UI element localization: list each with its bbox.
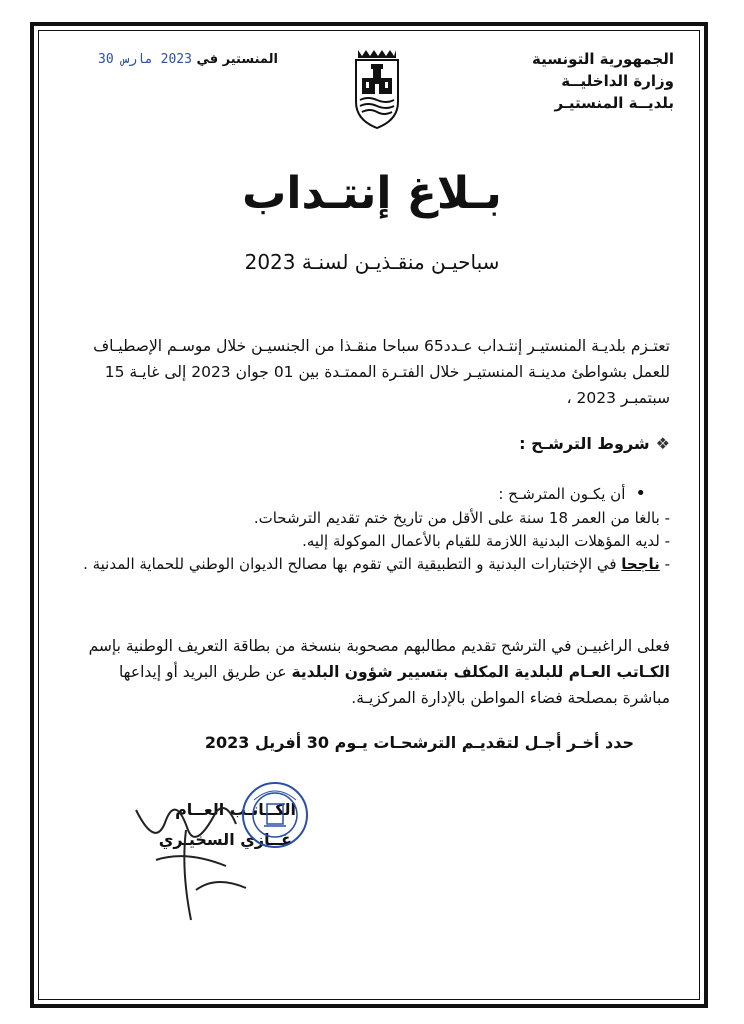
municipality-crest-icon — [352, 46, 402, 130]
ministry-name: وزارة الداخليــة — [561, 72, 674, 90]
list-item: - ناجحا في الإختبارات البدنية و التطبيقية التي تقوم بها مصالح الديوان الوطني للحماية المدنية . — [83, 555, 670, 573]
conditions-list — [70, 507, 670, 576]
diamond-bullet-icon: ❖ — [655, 434, 670, 453]
country-name: الجمهورية التونسية — [532, 50, 674, 68]
conditions-lead: •أن يكـون المترشـح : — [498, 483, 646, 504]
intro-paragraph: تعتـزم بلديـة المنستيـر إنتـداب عـدد65 سباحا منقـذا من الجنسيـن خلال موسـم الإصطيـاف للعمل بشواطئ مدينـة المنستيـر خلال الفتـرة الممتـدة بين 01 جوان 2023 إلى غايـة 15 سبتمبـر 2023 ، — [93, 337, 670, 407]
list-item: - بالغا من العمر 18 سنة على الأقل من تاريخ ختم تقديم الترشحات. — [253, 509, 670, 527]
application-paragraph: فعلى الراغبيـن في الترشح تقديم مطالبهم مصحوبة بنسخة من بطاقة التعريف الوطنية بإسم الكـاتب العـام للبلدية المكلف بتسيير شؤون البلدية عن طريق البريد أو إيداعها مباشرة بمصلحة فضاء المواطن بالإدارة المركزيـة. — [88, 637, 670, 707]
conditions-heading: ❖شروط الترشـح : — [519, 434, 670, 453]
letterhead — [532, 48, 674, 114]
stamp-date: 2023 مارس 30 — [98, 52, 192, 67]
deadline-notice: حدد أخـر أجـل لتقديـم الترشحـات يـوم 30 أفريل 2023 — [204, 733, 634, 752]
official-seal-icon — [240, 780, 310, 850]
bullet-dot-icon: • — [635, 483, 646, 504]
municipality-name: بلديــة المنستيـر — [554, 94, 674, 112]
list-item: - لديه المؤهلات البدنية اللازمة للقيام بالأعمال الموكولة إليه. — [302, 532, 670, 550]
addressee: الكـاتب العـام للبلدية المكلف بتسيير شؤون البلدية — [291, 663, 670, 681]
page-subtitle: سباحيـن منقـذيـن لسنـة 2023 — [244, 250, 500, 274]
signatory-name: غــازي السخيـري — [158, 830, 292, 849]
place-label: المنستير في — [196, 52, 278, 67]
date-line — [92, 52, 278, 67]
signatory-title: الكــاتـب العــام — [175, 800, 296, 819]
page-title: بـلاغ إنتـداب — [242, 168, 502, 219]
